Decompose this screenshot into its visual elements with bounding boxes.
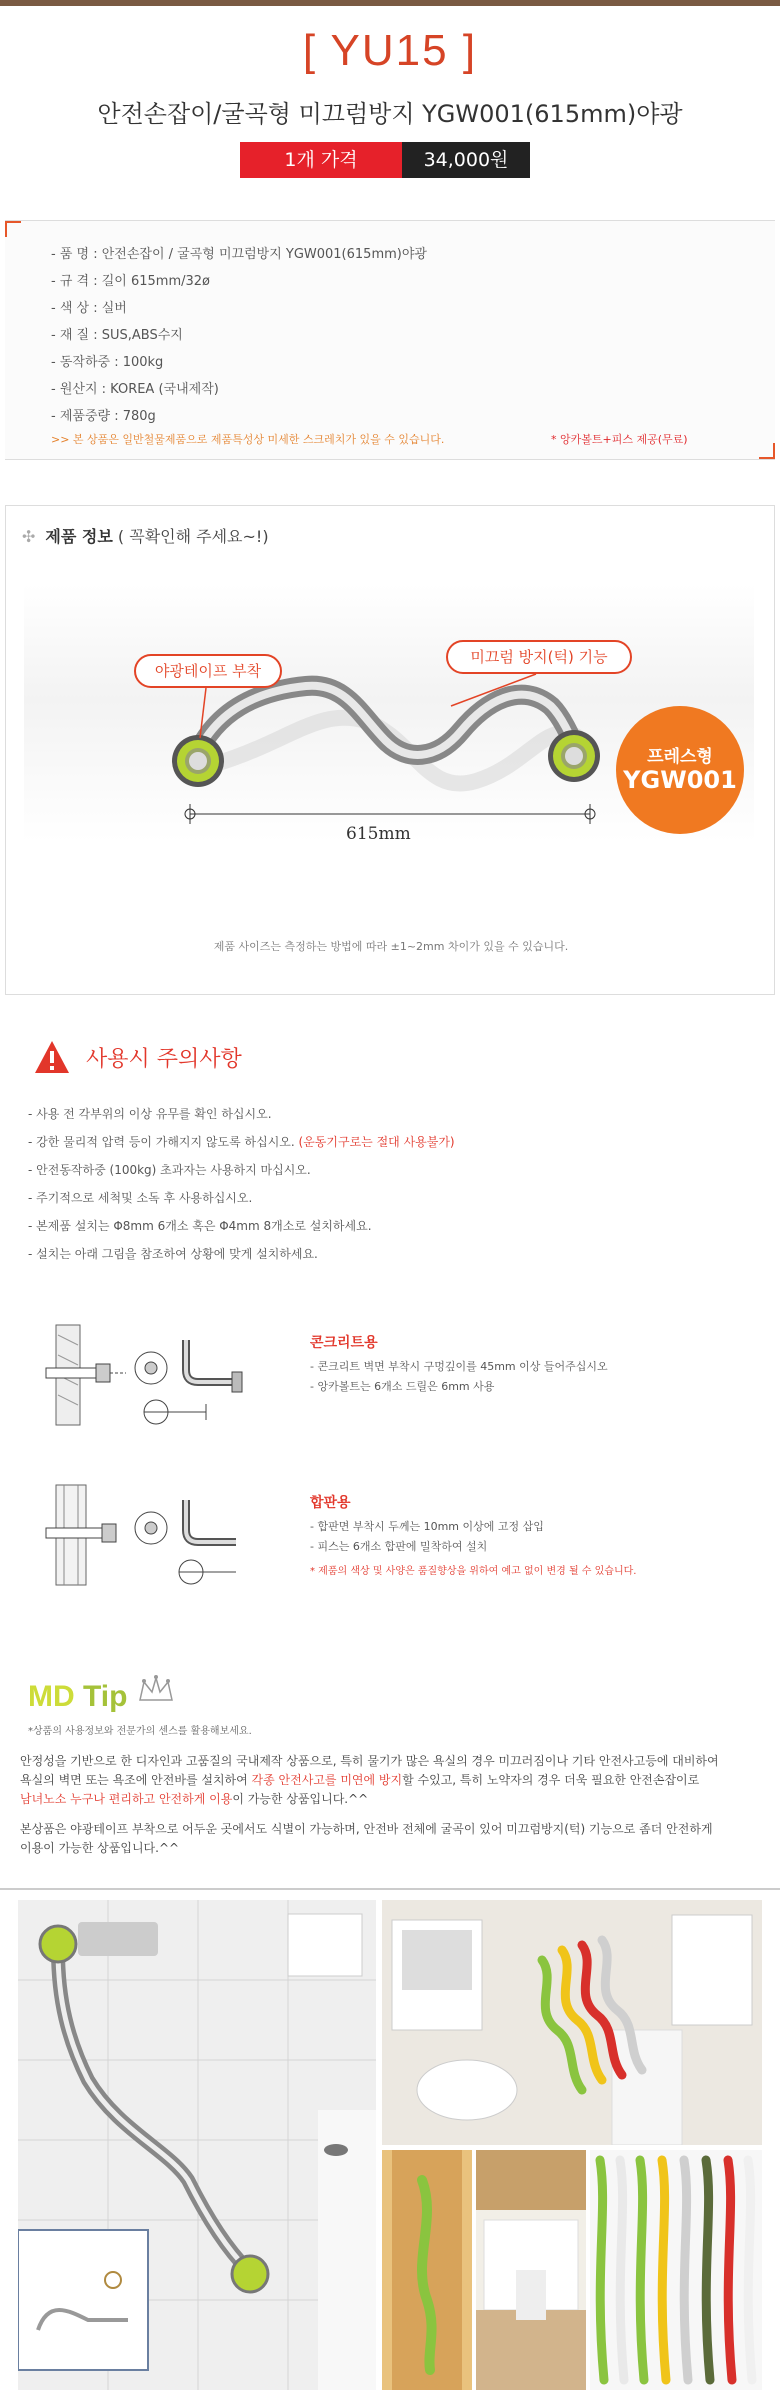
price-row [240,142,530,178]
md-tip-logo-tip: Tip [83,1680,128,1713]
glow-tape-label: 야광테이프 부착 [134,654,282,688]
bathroom-photo-large [18,1900,376,2390]
spec-item: - 품 명 : 안전손잡이 / 굴곡형 미끄럼방지 YGW001(615mm)야광 [51,247,427,262]
color-change-note: * 제품의 색상 및 사양은 품질향상을 위하여 예고 없이 변경 될 수 있습니다. [310,1566,637,1577]
anchor-note: * 앙카볼트+피스 제공(무료) [551,433,688,446]
color-lineup-illustration [590,2150,762,2390]
install-concrete [36,1320,756,1440]
md-tip-text: 이용이 가능한 상품입니다.^^ [20,1841,180,1855]
section-divider [0,1888,780,1890]
warning-item [28,1240,455,1268]
model-code: [ YU15 ] [302,26,478,75]
warning-title: 사용시 주의사항 [86,1046,242,1072]
warning-text: - 설치는 아래 그림을 참조하여 상황에 맞게 설치하세요. [28,1247,318,1261]
md-tip-paragraph-2 [20,1820,740,1858]
warning-emphasis: (운동기구로는 절대 사용불가) [298,1135,455,1149]
md-tip-text: 안정성을 기반으로 한 디자인과 고품질의 국내제작 상품으로, 특히 물기가 많은 욕실의 경우 미끄러짐이나 기타 안전사고등에 대비하여 [20,1754,719,1768]
md-tip-paragraph-1 [20,1752,740,1809]
size-tolerance-note: 제품 사이즈는 측정하는 방법에 따라 ±1~2mm 차이가 있을 수 있습니다. [213,940,569,953]
bathroom-photo-multicolor [382,1900,762,2145]
press-type-badge [616,706,744,834]
press-model-text: YGW001 [623,766,737,794]
press-type-text: 프레스형 [647,747,713,767]
md-tip-text: 욕실의 벽면 또는 욕조에 안전바를 설치하여 [20,1773,252,1787]
top-bar [0,0,780,6]
multicolor-grab-bars-illustration [382,1900,762,2145]
bathroom-scene-illustration [18,1900,376,2390]
warning-text: - 안전동작하중 (100kg) 초과자는 사용하지 마십시오. [28,1163,311,1177]
plywood-line: - 합판면 부착시 두께는 10mm 이상에 고정 삽입 [310,1520,544,1533]
warning-item [28,1212,455,1240]
warning-triangle-icon [34,1040,70,1074]
spec-item: - 색 상 : 실버 [51,301,127,316]
warning-text: - 강한 물리적 압력 등이 가해지지 않도록 하십시오. [28,1135,299,1149]
color-lineup-photo [590,2150,762,2390]
product-info-box [5,505,775,995]
concrete-line: - 앙카볼트는 6개소 드릴은 6mm 사용 [310,1380,495,1393]
left-flange [172,735,224,787]
interior-photo [476,2150,586,2390]
concrete-line: - 콘크리트 벽면 부착시 구멍깊이를 45mm 이상 들어주십시오 [310,1360,608,1373]
spec-item: - 원산지 : KOREA (국내제작) [51,382,219,397]
door-grab-bar-illustration [382,2150,472,2390]
concrete-install-diagram [36,1320,296,1430]
spec-item: - 제품중량 : 780g [51,409,156,424]
md-tip-text: 본상품은 야광테이프 부착으로 어두운 곳에서도 식별이 가능하며, 안전바 전체에 굴곡이 있어 미끄럼방지(턱) 기능으로 좀더 안전하게 [20,1822,713,1836]
warning-item [28,1100,455,1128]
price-value: 34,000원 [402,142,530,178]
warning-text: - 본제품 설치는 Φ8mm 6개소 혹은 Φ4mm 8개소로 설치하세요. [28,1219,372,1233]
spec-list [51,241,427,430]
spec-item: - 규 격 : 길이 615mm/32ø [51,274,210,289]
product-info-subtitle: ( 꼭확인해 주세요~!) [117,527,269,546]
plywood-install-diagram [36,1480,296,1590]
door-photo [382,2150,472,2390]
plywood-title: 합판용 [310,1495,351,1511]
warning-text: - 사용 전 각부위의 이상 유무를 확인 하십시오. [28,1107,272,1121]
move-cross-icon: ✣ [22,527,36,546]
md-tip-text: 할 수있고, 특히 노약자의 경우 더욱 필요한 안전손잡이로 [402,1773,700,1787]
warning-list [28,1100,455,1268]
interior-illustration [476,2150,586,2390]
md-tip-logo-md: MD [28,1680,75,1713]
right-flange [548,730,600,782]
warning-text: - 주기적으로 세척및 소독 후 사용하십시오. [28,1191,253,1205]
spec-item: - 재 질 : SUS,ABS수지 [51,328,183,343]
md-tip-logo [28,1680,127,1714]
product-title: 안전손잡이/굴곡형 미끄럼방지 YGW001(615mm)야광 [97,100,683,128]
warning-item [28,1128,455,1156]
warning-item [28,1184,455,1212]
crown-icon [136,1674,176,1704]
md-tip-text: 이 가능한 상품입니다.^^ [232,1792,369,1806]
spec-item: - 동작하중 : 100kg [51,355,164,370]
concrete-title: 콘크리트용 [310,1335,378,1351]
md-tip-subtitle: *상품의 사용정보와 전문가의 센스를 활용해보세요. [28,1726,252,1737]
spec-box [5,220,775,460]
md-tip-emphasis: 각종 안전사고를 미연에 방지 [251,1773,403,1787]
warning-heading [34,1040,242,1074]
non-slip-label: 미끄럼 방지(턱) 기능 [446,640,632,674]
install-plywood [36,1480,756,1610]
dimension-label: 615mm [346,824,411,844]
scratch-note: >> 본 상품은 일반철물제품으로 제품특성상 미세한 스크레치가 있을 수 있습니다. [51,433,445,446]
product-info-title: 제품 정보 [45,527,113,546]
md-tip-emphasis: 남녀노소 누구나 편리하고 안전하게 이용 [20,1792,233,1806]
warning-item [28,1156,455,1184]
plywood-line: - 피스는 6개소 합판에 밀착하여 설치 [310,1540,488,1553]
dimension-line [185,804,595,824]
price-label: 1개 가격 [240,142,402,178]
